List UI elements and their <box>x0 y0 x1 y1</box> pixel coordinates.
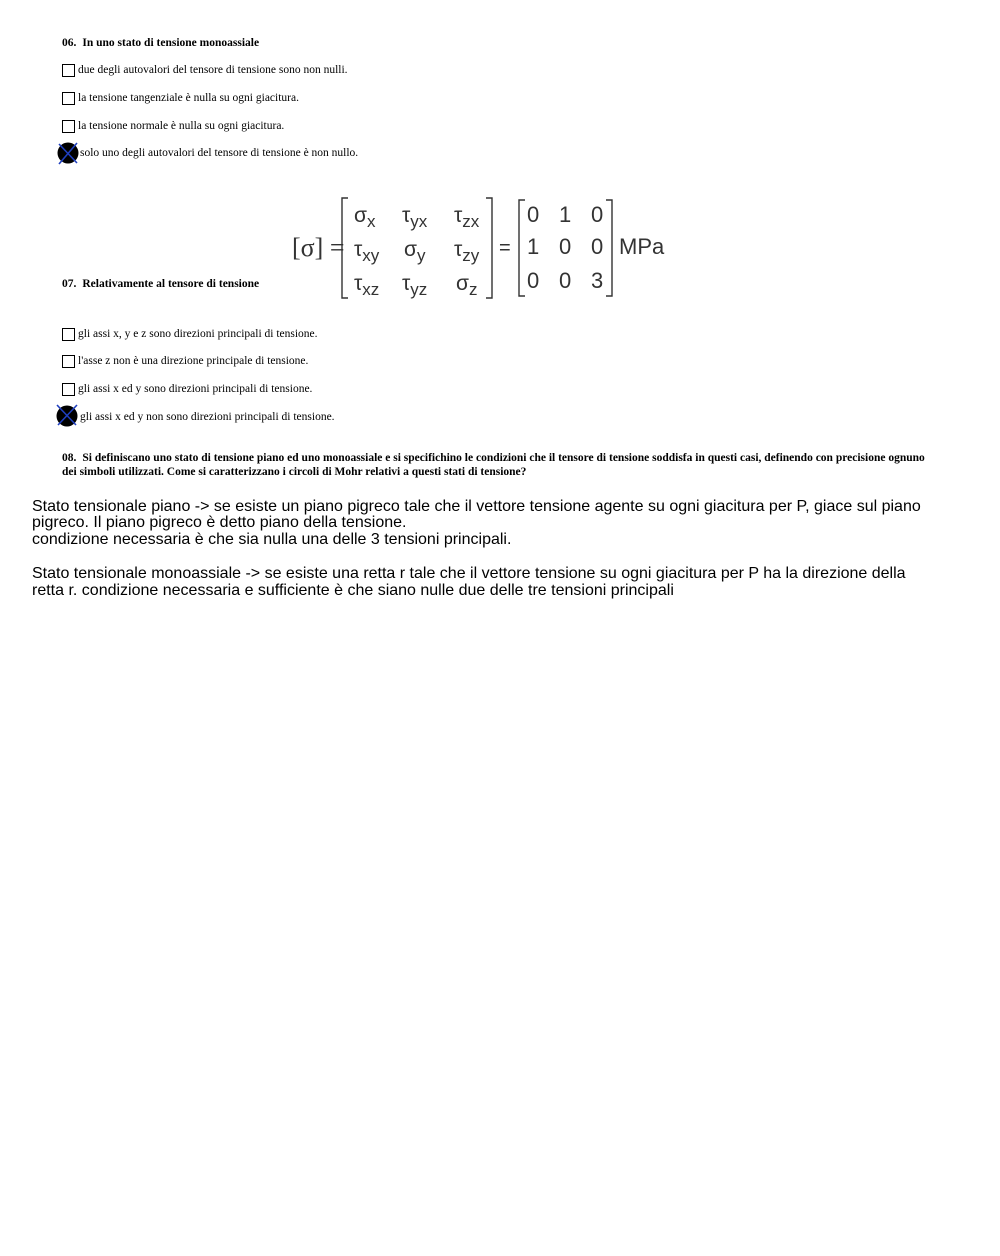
answer-line: pigreco. Il piano pigreco è detto piano della tensione. <box>32 514 407 531</box>
q07-number: 07. <box>62 278 77 290</box>
option-label: solo uno degli autovalori del tensore di tensione è non nullo. <box>80 147 359 159</box>
tensor-cell: $\sigma_x$ <box>354 204 376 231</box>
q06-option-3[interactable] <box>62 117 284 135</box>
tensor-cell: $\sigma_y$ <box>404 238 426 265</box>
option-label: due degli autovalori del tensore di tensione sono non nulli. <box>78 64 348 76</box>
value-cell: 0 <box>559 234 572 259</box>
selected-mark-icon[interactable] <box>55 140 81 166</box>
checkbox[interactable] <box>62 120 75 133</box>
tensor-cell: $\tau_{xz}$ <box>354 272 380 299</box>
answer-line: retta r. condizione necessaria e sufficiente è che siano nulle due delle tre tensioni principali <box>32 582 674 599</box>
stress-tensor-equation <box>290 194 670 302</box>
checkbox[interactable] <box>62 92 75 105</box>
checkbox[interactable] <box>62 355 75 368</box>
answer-line: Stato tensionale piano -> se esiste un piano pigreco tale che il vettore tensione agente su ogni giacitura per P, giace sul piano <box>32 498 921 515</box>
q06-title <box>62 37 259 49</box>
option-label: la tensione tangenziale è nulla su ogni giacitura. <box>78 92 299 104</box>
q06-option-4[interactable] <box>80 144 358 162</box>
value-cell: 0 <box>527 268 540 293</box>
tensor-cell: $\tau_{zy}$ <box>454 238 480 265</box>
value-cell: 1 <box>527 234 540 259</box>
q08-number: 08. <box>62 452 77 464</box>
tensor-cell: $\tau_{zx}$ <box>454 204 480 231</box>
answer-line: Stato tensionale monoassiale -> se esiste una retta r tale che il vettore tensione su ogni giacitura per P ha la direzione della <box>32 565 906 582</box>
option-label: gli assi x, y e z sono direzioni principali di tensione. <box>78 328 318 340</box>
q07-option-3[interactable] <box>62 380 312 398</box>
checkbox[interactable] <box>62 383 75 396</box>
value-cell: 0 <box>591 234 604 259</box>
option-label: gli assi x ed y non sono direzioni principali di tensione. <box>80 411 335 423</box>
q08-title <box>62 451 942 479</box>
q07-option-1[interactable] <box>62 325 318 343</box>
value-cell: 0 <box>527 202 540 227</box>
equation-lhs: [σ] = <box>292 233 345 262</box>
option-label: l'asse z non è una direzione principale di tensione. <box>78 355 309 367</box>
q08-text: Si definiscano uno stato di tensione piano ed uno monoassiale e si specifichino le condizioni che il tensore di tensione soddisfa in questi casi, definendo con precisione ognuno dei simboli utilizzati. Come si caratterizzano i circoli di Mohr relativi a questi stati di tensione? <box>62 452 925 478</box>
q07-text: Relativamente al tensore di tensione <box>82 278 260 290</box>
tensor-cell: $\sigma_z$ <box>456 272 478 299</box>
option-label: la tensione normale è nulla su ogni giacitura. <box>78 120 285 132</box>
tensor-cell: $\tau_{yx}$ <box>402 204 428 231</box>
selected-mark-icon[interactable] <box>54 403 80 429</box>
answer-line: condizione necessaria è che sia nulla una delle 3 tensioni principali. <box>32 531 512 548</box>
q06-number: 06. <box>62 37 77 49</box>
q07-option-4[interactable] <box>80 408 335 426</box>
value-cell: 0 <box>591 202 604 227</box>
q06-option-1[interactable] <box>62 61 348 79</box>
svg-text:=: = <box>499 237 511 259</box>
value-cell: 0 <box>559 268 572 293</box>
unit-label: MPa <box>619 234 665 259</box>
checkbox[interactable] <box>62 328 75 341</box>
value-cell: 1 <box>559 202 572 227</box>
tensor-cell: $\tau_{xy}$ <box>354 238 380 265</box>
checkbox[interactable] <box>62 64 75 77</box>
q06-option-2[interactable] <box>62 89 299 107</box>
value-cell: 3 <box>591 268 604 293</box>
q07-title <box>62 278 259 290</box>
q06-text: In uno stato di tensione monoassiale <box>82 37 260 49</box>
option-label: gli assi x ed y sono direzioni principali di tensione. <box>78 383 313 395</box>
tensor-cell: $\tau_{yz}$ <box>402 272 428 299</box>
q07-option-2[interactable] <box>62 352 308 370</box>
